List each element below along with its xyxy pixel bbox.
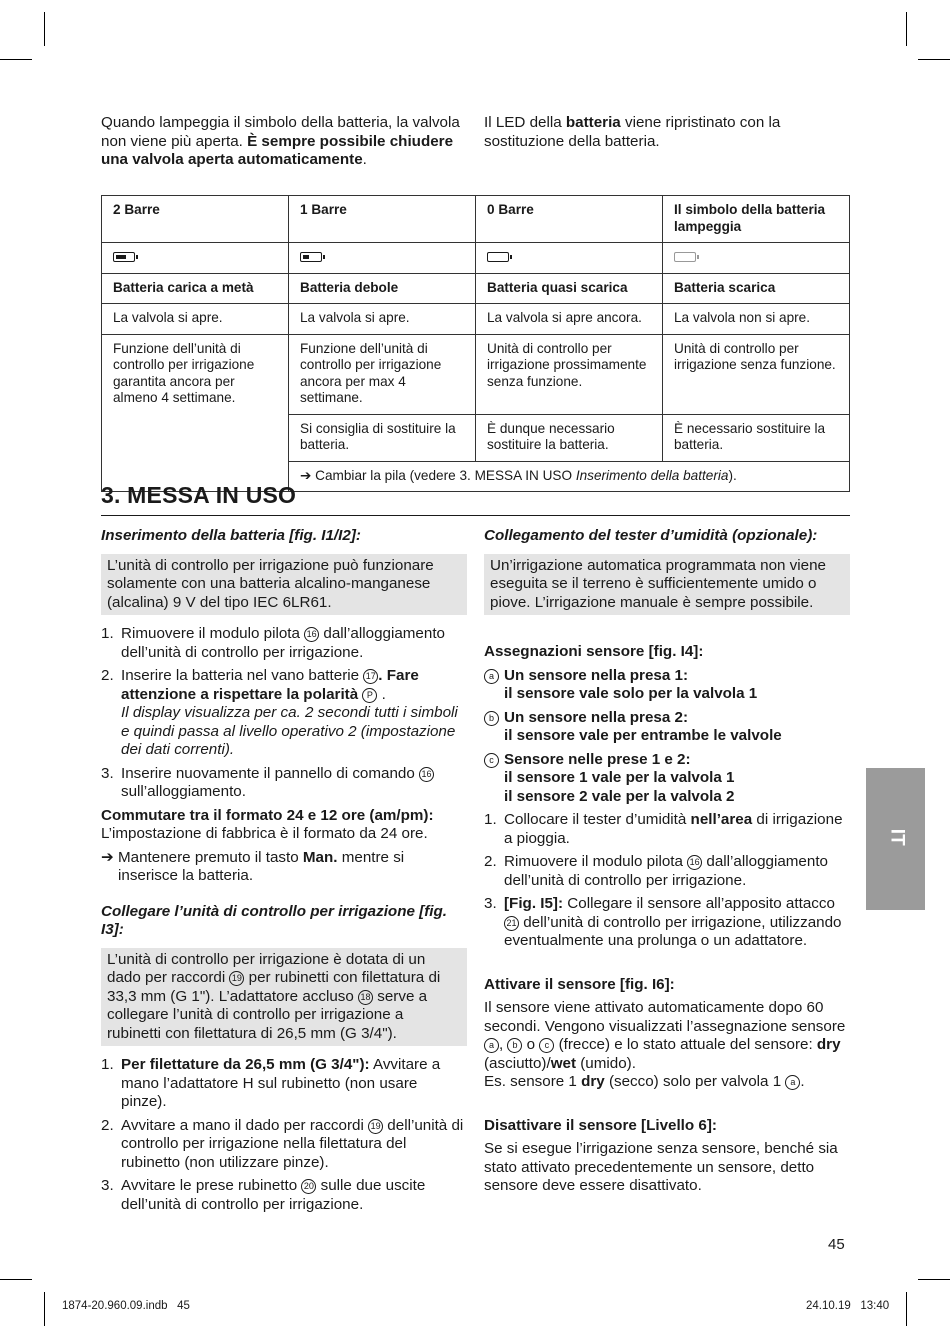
letter-a-icon: a xyxy=(484,669,499,684)
battery-status-table xyxy=(101,195,850,492)
format-instruction: ➔ Mantenere premuto il tasto Man. mentre si inserisce la batteria. xyxy=(101,848,405,884)
format-text: L’impostazione di fabbrica è il formato da 24 ore. xyxy=(101,825,428,842)
connect-info-box: L’unità di controllo per irrigazione è dotata di un dado per raccordi 19 per rubinetti con filettatura di 33,3 mm (G 1"). L’adattatore accluso 18 serve a collegare l’unità di controllo per irrigazione a rubinetti con filettatura di 26,5 mm (G 3/4"). xyxy=(101,948,467,1047)
crop-mark xyxy=(0,59,32,60)
list-item: 3. Inserire nuovamente il pannello di comando 16 sull’alloggiamento. xyxy=(101,765,467,802)
sensor-assign-list xyxy=(484,667,850,807)
arrow-right-icon: ➔ xyxy=(101,848,114,866)
callout-number: 16 xyxy=(687,855,702,870)
activate-text: Il sensore viene attivato automaticamente dopo 60 secondi. Vengono visualizzati l’assegnazione sensore a , b o c (frecce) e lo stato attuale del sensore: dry (asciutto)/wet (umido). Es. sensore 1 dry (secco) solo per valvola 1 a . xyxy=(484,999,846,1090)
letter-c-icon: c xyxy=(484,753,499,768)
intro-left-paragraph: Quando lampeggia il simbolo della batteria, la valvola non viene più aperta. È sempre possibile chiudere una valvola aperta automaticamente. xyxy=(101,114,460,168)
language-tab xyxy=(866,768,925,910)
letter-a-icon: a xyxy=(484,1038,499,1053)
connect-steps-list xyxy=(101,1056,467,1214)
footer-file: 1874-20.960.09.indb 45 xyxy=(62,1300,190,1312)
intro-right-paragraph: Il LED della batteria viene ripristinato con la sostituzione della batteria. xyxy=(484,114,781,150)
arrow-right-icon: ➔ xyxy=(300,467,312,483)
list-item: 1. Collocare il tester d’umidità nell’area di irrigazione a pioggia. xyxy=(484,811,843,847)
list-item: 3. Avvitare le prese rubinetto 20 sulle due uscite dell’unità di controllo per irrigazione. xyxy=(101,1177,426,1213)
table-row xyxy=(102,196,850,243)
sensor-steps-list xyxy=(484,811,850,951)
section-divider xyxy=(101,515,850,516)
letter-b-icon: b xyxy=(484,711,499,726)
letter-a-icon: a xyxy=(785,1075,800,1090)
right-column xyxy=(484,527,850,1196)
language-code: IT xyxy=(886,828,908,846)
crop-mark xyxy=(44,1292,45,1326)
list-item: 2. Rimuovere il modulo pilota 16 dall’alloggiamento dell’unità di controllo per irrigazione. xyxy=(484,853,828,889)
list-item: 1. Per filettature da 26,5 mm (G 3/4"): Avvitare a mano l’adattatore H sul rubinetto (non usare pinze). xyxy=(101,1056,441,1110)
table-row xyxy=(102,243,850,274)
callout-number: 21 xyxy=(504,916,519,931)
list-item: a Un sensore nella presa 1: il sensore vale solo per la valvola 1 xyxy=(484,667,850,704)
table-header-cell: 1 Barre xyxy=(289,196,476,243)
list-item: 3. [Fig. I5]: Collegare il sensore all’apposito attacco 21 dell’unità di controllo per irrigazione, utilizzando eventualmente una prolunga o un adattatore. xyxy=(484,895,842,949)
callout-number: 19 xyxy=(229,971,244,986)
letter-b-icon: b xyxy=(507,1038,522,1053)
activate-heading: Attivare il sensore [fig. I6]: xyxy=(484,975,675,993)
tester-info-box: Un’irrigazione automatica programmata non viene eseguita se il terreno è sufficientemente umido o piove. L’irrigazione manuale è sempre possibile. xyxy=(484,554,850,616)
table-row: Si consiglia di sostituire la batteria. È dunque necessario sostituire la batteria. È necessario sostituire la batteria. xyxy=(102,414,850,461)
callout-number: 17 xyxy=(363,669,378,684)
callout-number: 16 xyxy=(419,767,434,782)
battery-steps-list xyxy=(101,625,467,802)
callout-number: 20 xyxy=(301,1179,316,1194)
list-item: c Sensore nelle prese 1 e 2: il sensore 1 vale per la valvola 1 il sensore 2 vale per la valvola 2 xyxy=(484,751,850,807)
list-item: b Un sensore nella presa 2: il sensore vale per entrambe le valvole xyxy=(484,709,850,746)
callout-number: 16 xyxy=(304,627,319,642)
battery-info-box: L’unità di controllo per irrigazione può funzionare solamente con una batteria alcalino-manganese (alcalina) 9 V del tipo IEC 6LR61. xyxy=(101,554,467,616)
table-row: La valvola si apre. La valvola si apre. La valvola si apre ancora. La valvola non si apre. xyxy=(102,304,850,335)
page-number: 45 xyxy=(828,1236,845,1253)
crop-mark xyxy=(918,1279,950,1280)
deactivate-heading: Disattivare il sensore [Livello 6]: xyxy=(484,1116,717,1134)
table-header-cell: 2 Barre xyxy=(102,196,289,243)
battery-low-icon xyxy=(300,252,322,262)
crop-mark xyxy=(44,12,45,46)
polarity-icon: P xyxy=(362,688,377,703)
deactivate-text: Se si esegue l’irrigazione senza sensore, benché sia stato attivato precedentemente un sensore, detto sensore deve essere disattivato. xyxy=(484,1140,838,1194)
table-header-cell: Il simbolo della batteria lampeggia xyxy=(663,196,850,243)
table-row: Batteria carica a metà Batteria debole Batteria quasi scarica Batteria scarica xyxy=(102,273,850,304)
list-item: 2. Inserire la batteria nel vano batterie 17 . Fare attenzione a rispettare la polarità P . Il display visualizza per ca. 2 secondi tutti i simboli e quindi passa al livello operativo 2 (impostazione dei dati correnti). xyxy=(101,667,458,758)
list-item: 2. Avvitare a mano il dado per raccordi 19 dell’unità di controllo per irrigazione nella filettatura del rubinetto (non utilizzare pinze). xyxy=(101,1116,464,1171)
table-row: Funzione dell’unità di controllo per irrigazione garantita ancora per almeno 4 settimane. Funzione dell’unità di controllo per irrigazione ancora per max 4 settimane. Unità di controllo per irrigazione prossimamente senza funzione. Unità di controllo per irrigazione senza funzione. xyxy=(102,334,850,414)
crop-mark xyxy=(0,1279,32,1280)
footer-date: 24.10.19 13:40 xyxy=(806,1300,890,1312)
battery-half-icon xyxy=(113,252,135,262)
callout-number: 18 xyxy=(358,990,373,1005)
callout-number: 19 xyxy=(368,1119,383,1134)
change-battery-note: ➔ Cambiar la pila (vedere 3. MESSA IN USO Inserimento della batteria). xyxy=(289,461,850,492)
assign-heading: Assegnazioni sensore [fig. I4]: xyxy=(484,643,704,660)
section-title: 3. MESSA IN USO xyxy=(101,482,297,508)
table-header-cell: 0 Barre xyxy=(476,196,663,243)
connect-heading: Collegare l’unità di controllo per irrigazione [fig. I3]: xyxy=(101,902,447,938)
battery-empty-icon xyxy=(487,252,509,262)
crop-mark xyxy=(906,1292,907,1326)
battery-insert-heading: Inserimento della batteria [fig. I1/I2]: xyxy=(101,527,361,544)
list-item: 1. Rimuovere il modulo pilota 16 dall’alloggiamento dell’unità di controllo per irrigazione. xyxy=(101,625,445,661)
letter-c-icon: c xyxy=(539,1038,554,1053)
left-column xyxy=(101,527,467,1214)
tester-heading: Collegamento del tester d’umidità (opzionale): xyxy=(484,527,818,544)
battery-blinking-icon xyxy=(674,252,696,262)
crop-mark xyxy=(918,59,950,60)
format-heading: Commutare tra il formato 24 e 12 ore (am/pm): xyxy=(101,806,434,824)
crop-mark xyxy=(906,12,907,46)
